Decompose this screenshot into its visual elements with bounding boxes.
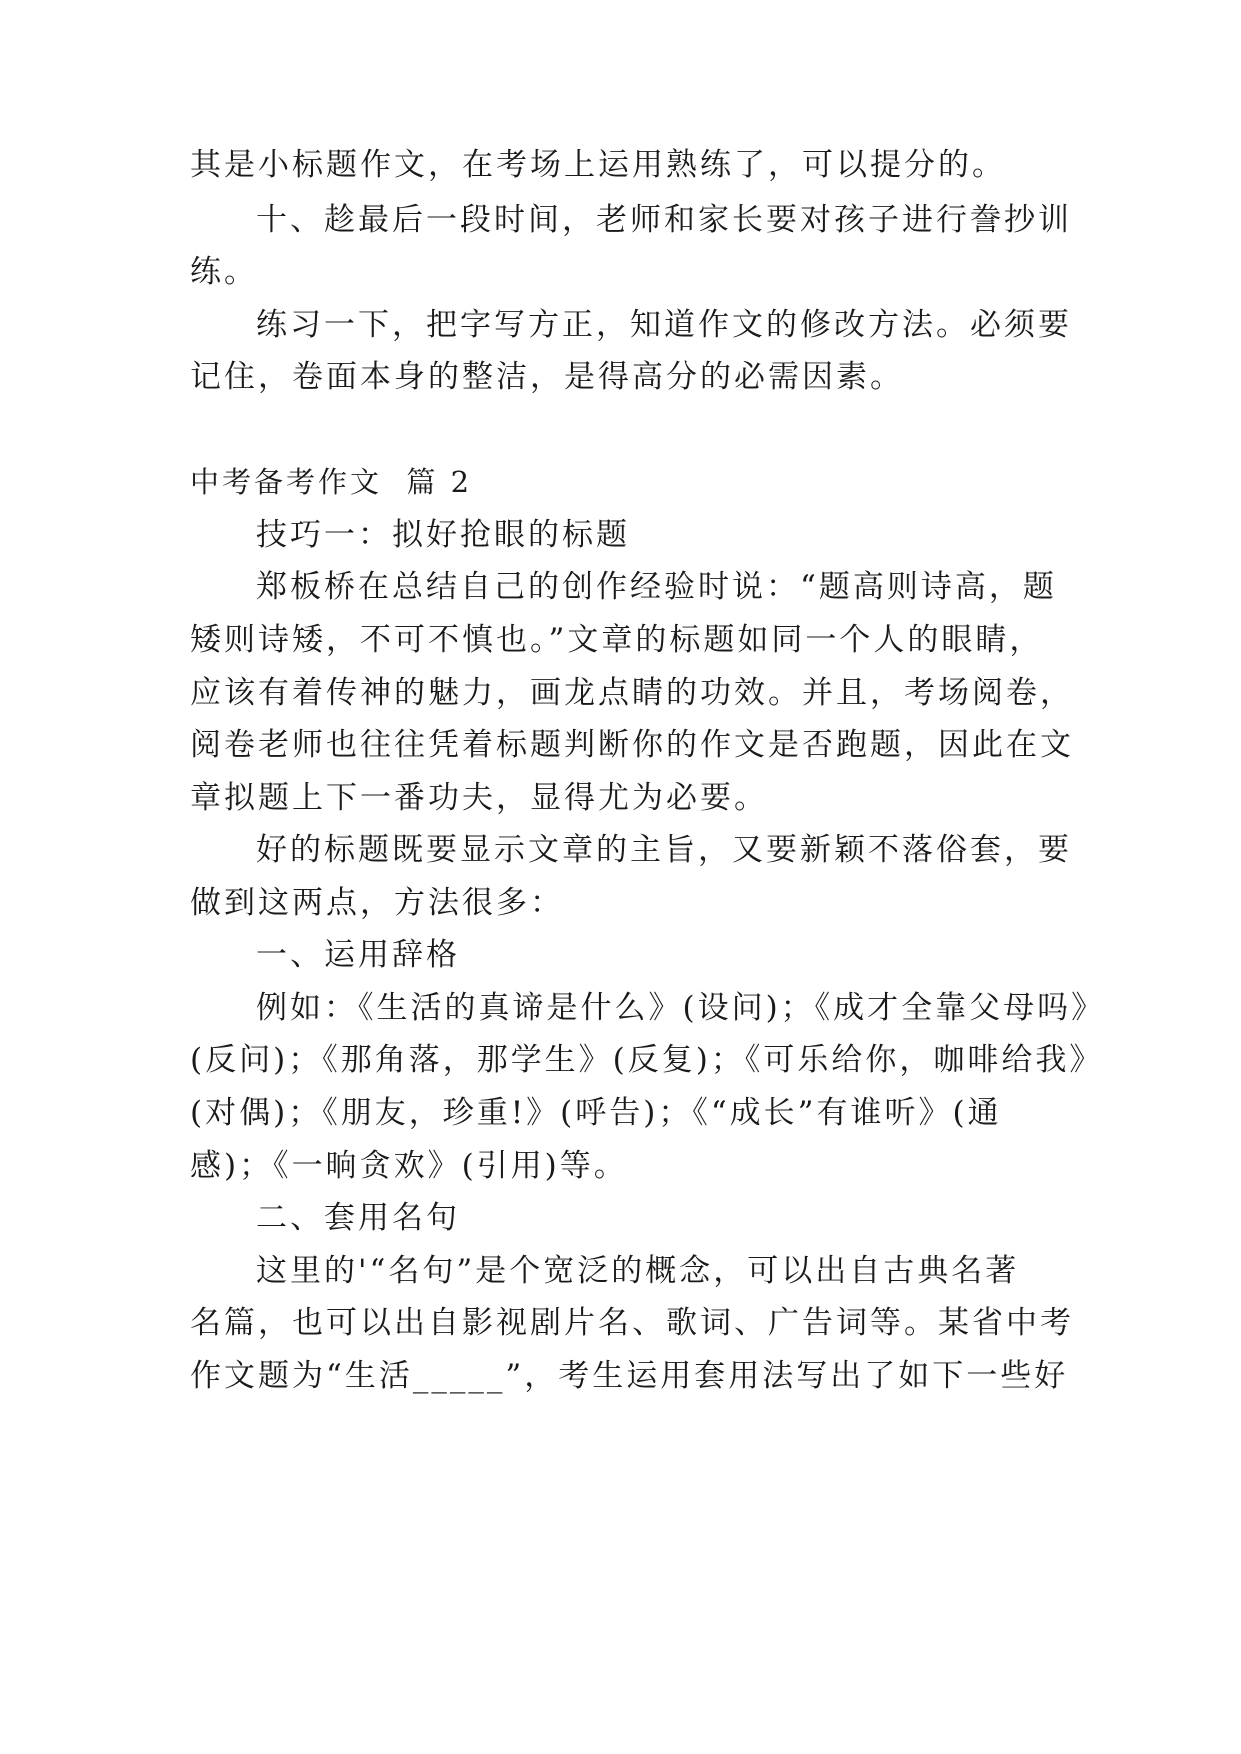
paragraph-line: 郑板桥在总结自己的创作经验时说：“题高则诗高，题 [256, 569, 1057, 605]
example-line: 例如：《生活的真谛是什么》(设问)；《成才全靠父母吗》 [256, 990, 1106, 1026]
practice-line: 练习一下，把字写方正，知道作文的修改方法。必须要 [256, 307, 1072, 343]
example-line: (对偶)；《朋友，珍重!》(呼告)；《“成长”有谁听》(通 [190, 1095, 1002, 1131]
practice-line: 记住，卷面本身的整洁，是得高分的必需因素。 [190, 359, 904, 395]
item-ten-line: 练。 [190, 254, 258, 290]
example-line: (反问)；《那角落，那学生》(反复)；《可乐给你，咖啡给我》 [190, 1042, 1104, 1078]
paragraph-line: 好的标题既要显示文章的主旨，又要新颖不落俗套，要 [256, 832, 1072, 868]
paragraph-line: 章拟题上下一番功夫，显得尤为必要。 [190, 780, 768, 816]
paragraph-line: 矮则诗矮，不可不慎也。”文章的标题如同一个人的眼睛， [190, 622, 1044, 658]
paragraph-line: 作文题为“生活_____”，考生运用套用法写出了如下一些好 [190, 1358, 1069, 1394]
example-line: 感)；《一晌贪欢》(引用)等。 [190, 1148, 628, 1184]
paragraph-line: 阅卷老师也往往凭着标题判断你的作文是否跑题，因此在文 [190, 727, 1074, 763]
paragraph-line: 这里的'“名句”是个宽泛的概念，可以出自古典名著 [256, 1253, 1020, 1289]
method-title: 一、运用辞格 [256, 937, 460, 973]
paragraph-line: 名篇，也可以出自影视剧片名、歌词、广告词等。某省中考 [190, 1305, 1074, 1341]
paragraph-line: 做到这两点，方法很多： [190, 885, 564, 921]
section-heading: 中考备考作文 篇 2 [190, 465, 473, 499]
tip-title: 技巧一：拟好抢眼的标题 [256, 517, 630, 553]
method-title: 二、套用名句 [256, 1200, 460, 1236]
paragraph-line: 应该有着传神的魅力，画龙点睛的功效。并且，考场阅卷， [190, 675, 1074, 711]
item-ten-line: 十、趁最后一段时间，老师和家长要对孩子进行誊抄训 [256, 202, 1072, 238]
body-text-line: 其是小标题作文，在考场上运用熟练了，可以提分的。 [190, 147, 1006, 183]
